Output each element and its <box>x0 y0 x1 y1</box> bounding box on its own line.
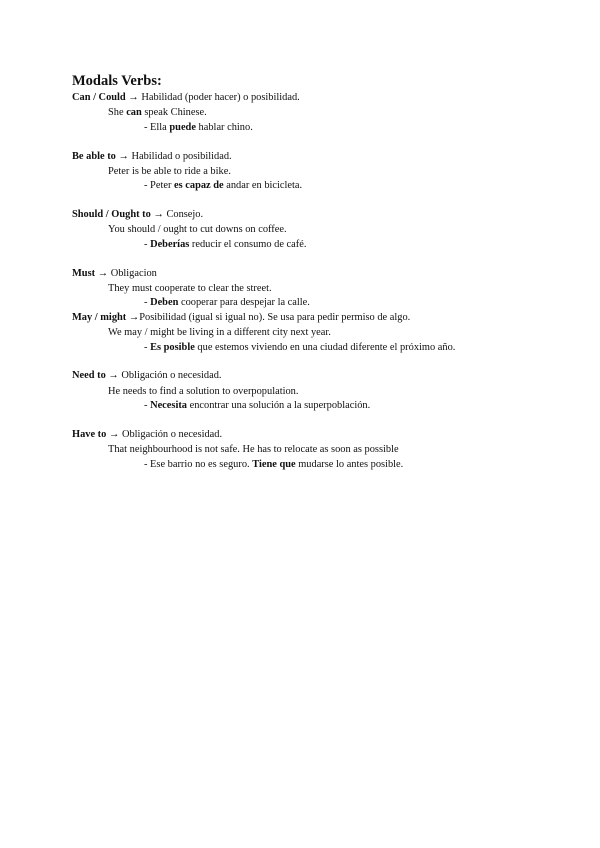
translation <box>144 121 253 135</box>
translation-text: reducir el consumo de café. <box>189 239 307 250</box>
translation-highlight: Necesita <box>150 400 187 411</box>
modal-verb: Can / Could <box>72 92 126 103</box>
example-text: She <box>108 107 127 118</box>
arrow: → <box>153 209 164 220</box>
translation-highlight: Tiene que <box>252 459 296 470</box>
section-heading-should <box>72 208 203 222</box>
translation-highlight: Deberías <box>150 239 190 250</box>
translation-text: - Peter <box>144 180 175 191</box>
arrow: → <box>108 370 119 381</box>
meaning: Habilidad (poder hacer) o posibilidad. <box>141 92 300 103</box>
section-heading-may-might <box>72 311 410 325</box>
meaning: Posibilidad (igual si igual no). Se usa para pedir permiso de algo. <box>139 312 411 323</box>
example-text: That neighbourhood is not safe. He has to relocate as soon as possible <box>108 444 399 455</box>
modal-verb: Must <box>72 268 96 279</box>
example-text: You should / ought to cut downs on coffee. <box>108 224 287 235</box>
meaning: Obligación o necesidad. <box>121 429 223 440</box>
example-sentence <box>108 223 287 237</box>
meaning: Consejo. <box>166 209 204 220</box>
example-text: Peter is be able to ride a bike. <box>108 166 231 177</box>
translation-highlight: puede <box>169 122 196 133</box>
example-sentence <box>108 385 298 399</box>
section-heading-need-to <box>72 369 222 383</box>
example-text: They must cooperate to clear the street. <box>108 283 272 294</box>
example-sentence <box>108 326 331 340</box>
page-title: Modals Verbs: <box>72 73 162 89</box>
example-sentence <box>108 443 399 457</box>
modal-verb: Have to <box>72 429 107 440</box>
arrow: → <box>128 92 139 103</box>
translation-text: que estemos viviendo en una ciudad diferente el próximo año. <box>194 342 456 353</box>
meaning: Habilidad o posibilidad. <box>131 151 232 162</box>
example-text: He needs to find a solution to overpopulation. <box>108 386 299 397</box>
translation <box>144 296 310 310</box>
translation <box>144 238 306 252</box>
translation-text: - <box>144 342 151 353</box>
translation-text: - <box>144 239 151 250</box>
translation <box>144 399 370 413</box>
translation-text: mudarse lo antes posible. <box>295 459 404 470</box>
translation-highlight: Es posible <box>150 342 195 353</box>
arrow: → <box>97 268 109 279</box>
arrow: → <box>108 429 120 440</box>
section-heading-be-able-to <box>72 150 232 164</box>
modal-verb: May / might <box>72 312 127 323</box>
example-text: We may / might be living in a different city next year. <box>108 327 331 338</box>
translation-text: cooperar para despejar la calle. <box>178 297 310 308</box>
translation-highlight: Deben <box>150 297 179 308</box>
arrow: → <box>118 151 129 162</box>
translation-text: encontrar una solución a la superpoblación. <box>187 400 371 411</box>
example-highlight: can <box>126 107 142 118</box>
example-sentence <box>108 165 231 179</box>
translation <box>144 179 302 193</box>
translation <box>144 458 403 472</box>
translation-text: hablar chino. <box>195 122 253 133</box>
translation-text: - <box>144 297 151 308</box>
modal-verb: Should / Ought to <box>72 209 151 220</box>
translation-text: - Ella <box>144 122 170 133</box>
translation-text: - Ese barrio no es seguro. <box>144 459 253 470</box>
translation <box>144 341 455 355</box>
example-sentence <box>108 282 272 296</box>
section-heading-can-could <box>72 91 300 105</box>
meaning: Obligación o necesidad. <box>121 370 222 381</box>
arrow: → <box>128 312 140 323</box>
translation-text: - <box>144 400 151 411</box>
meaning: Obligacion <box>110 268 157 279</box>
example-sentence <box>108 106 207 120</box>
modal-verb: Need to <box>72 370 106 381</box>
modal-verb: Be able to <box>72 151 116 162</box>
translation-highlight: es capaz de <box>174 180 224 191</box>
example-text: speak Chinese. <box>141 107 207 118</box>
translation-text: andar en bicicleta. <box>223 180 303 191</box>
section-heading-have-to <box>72 428 222 442</box>
section-heading-must <box>72 267 157 281</box>
